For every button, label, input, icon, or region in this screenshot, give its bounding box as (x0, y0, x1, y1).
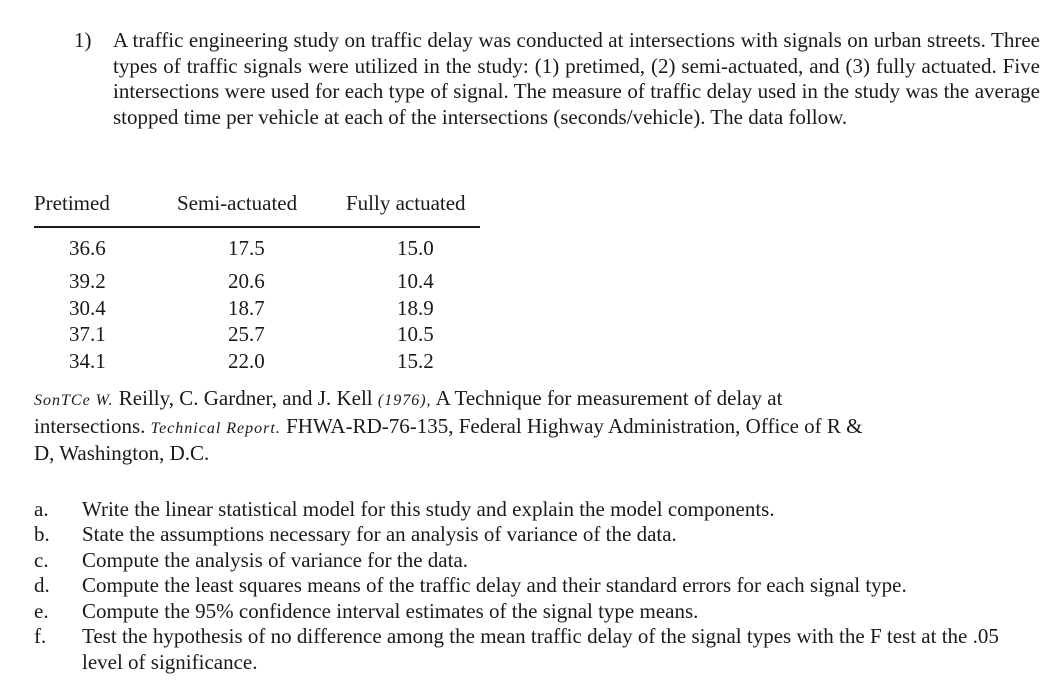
table-cell: 36.6 (69, 236, 106, 260)
table-divider (34, 226, 480, 228)
question-text: Compute the 95% confidence interval estimates of the signal type means. (82, 599, 699, 623)
table-cell: 18.7 (228, 296, 265, 320)
source-title: A Technique for measurement of delay at intersections. (34, 386, 783, 438)
header-semi-actuated: Semi-actuated (177, 191, 298, 215)
problem-intro: A traffic engineering study on traffic delay was conducted at intersections with signals on urban streets. Three types of traffic signals were utilized in the study: (1) pretimed, (2) semi-actuated, and (3) fully actuated. Five intersections were used for each type of signal. The measure of traffic delay used in the study was the average stopped time per vehicle at each of the intersections (seconds/vehicle). The data follow. (113, 28, 1040, 129)
source-report-label: Technical Report. (150, 419, 281, 437)
table-cell: 10.4 (397, 269, 434, 293)
problem-number: 1) (74, 28, 92, 52)
question-letter: f. (34, 624, 47, 648)
table-cell: 15.2 (397, 349, 434, 373)
question-letter: c. (34, 548, 49, 572)
table-cell: 10.5 (397, 322, 434, 346)
source-rest: FHWA-RD-76-135, Federal Highway Administration, Office of R & D, Washington, D.C. (34, 413, 863, 465)
table-cell: 15.0 (397, 236, 434, 260)
question-text: Write the linear statistical model for this study and explain the model components. (82, 497, 775, 521)
source-authors: Reilly, C. Gardner, and J. Kell (118, 386, 373, 410)
source-year: (1976), (377, 392, 432, 409)
table-cell: 37.1 (69, 322, 106, 346)
question-letter: e. (34, 599, 49, 623)
table-cell: 18.9 (397, 296, 434, 320)
table-cell: 20.6 (228, 269, 265, 293)
header-fully-actuated: Fully actuated (346, 191, 466, 215)
table-cell: 30.4 (69, 296, 106, 320)
source-label: SonTCe W. (34, 392, 114, 409)
table-cell: 34.1 (69, 349, 106, 373)
header-pretimed: Pretimed (34, 191, 110, 215)
question-letter: b. (34, 522, 50, 546)
question-letter: a. (34, 497, 49, 521)
table-cell: 17.5 (228, 236, 265, 260)
table-cell: 39.2 (69, 269, 106, 293)
question-text: Compute the analysis of variance for the data. (82, 548, 469, 572)
source-citation (34, 386, 880, 467)
question-text: Test the hypothesis of no difference among the mean traffic delay of the signal types with the F test at the .05 level of significance. (82, 624, 999, 674)
question-letter: d. (34, 573, 50, 597)
question-text: Compute the least squares means of the traffic delay and their standard errors for each signal type. (82, 573, 907, 597)
table-cell: 22.0 (228, 349, 265, 373)
table-cell: 25.7 (228, 322, 265, 346)
question-text: State the assumptions necessary for an analysis of variance of the data. (82, 522, 677, 546)
